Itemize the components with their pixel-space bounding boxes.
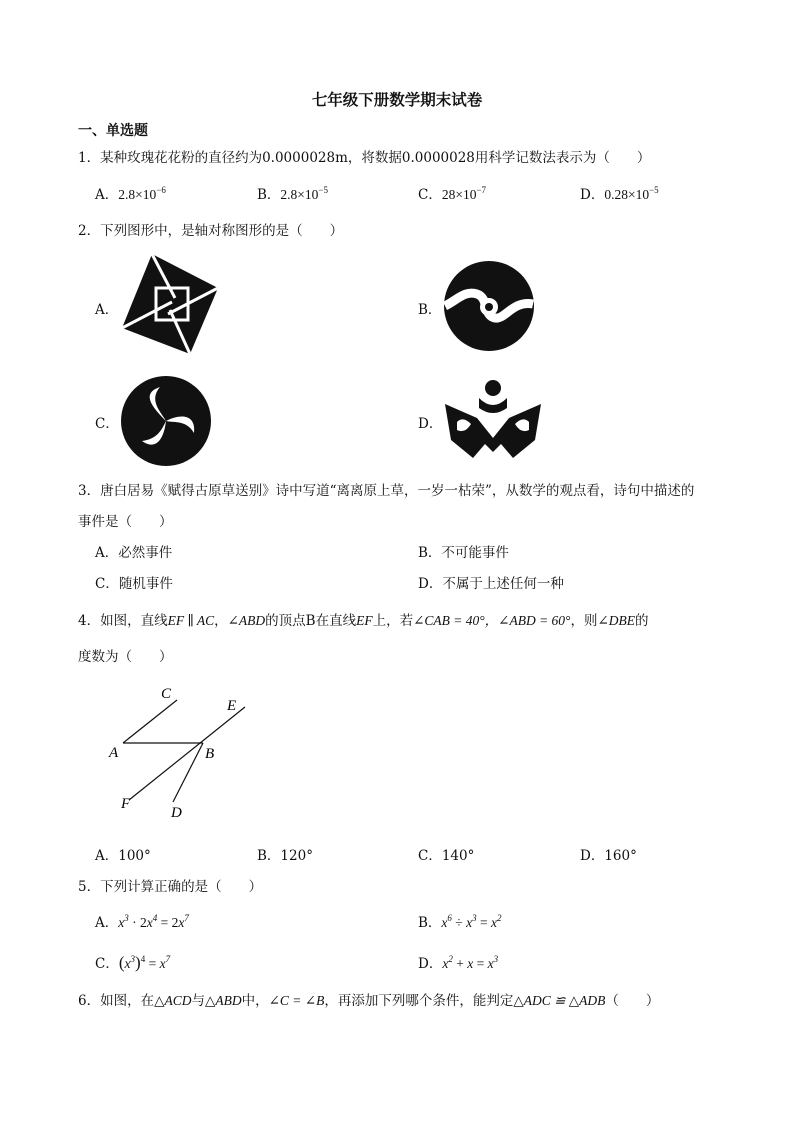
q4-option-d: D．160° (580, 848, 637, 864)
label-a: A (109, 745, 119, 761)
q2-option-c-label: C． (95, 416, 119, 432)
wave-circle-figure (443, 260, 535, 352)
q4-option-a: A．100° (95, 848, 151, 864)
q1-option-d: D．$0.28\times 10^{-5}$ (580, 185, 659, 203)
question-4-stem-line1: 4．如图，直线EF ∥ AC，∠ABD的顶点B在直线EF上，若∠CAB = 40°，∠ABD = 60°，则∠DBE的 (78, 613, 649, 629)
question-1-stem: 1．某种玫瑰花花粉的直径约为0.0000028m，将数据0.0000028用科学记数法表示为（ ） (78, 150, 651, 166)
label-c: C (161, 686, 172, 702)
q5-option-b: B．$x^6 \div x^3 = x^2$ (418, 913, 502, 931)
question-3-stem-line1: 3．唐白居易《赋得古原草送别》诗中写道“离离原上草，一岁一枯荣”，从数学的观点看，诗句中描述的 (78, 483, 695, 499)
label-b: B (205, 746, 215, 762)
label-d: D (171, 805, 182, 821)
q5-option-d: D．$x^2 + x = x^3$ (418, 954, 499, 972)
page-title: 七年级下册数学期末试卷 (311, 91, 483, 109)
q3-option-b: B．不可能事件 (418, 545, 509, 561)
q2-option-b-label: B． (418, 302, 442, 318)
question-2-stem: 2．下列图形中，是轴对称图形的是（ ） (78, 223, 344, 239)
question-6-stem: 6．如图，在△ACD与△ABD中，∠C = ∠B，再添加下列哪个条件，能判定△ADC ≌ △ADB（ ） (78, 993, 660, 1009)
question-3-stem-line2: 事件是（ ） (78, 514, 173, 530)
question-5-stem: 5．下列计算正确的是（ ） (78, 879, 263, 895)
q2-option-d-label: D． (418, 416, 443, 432)
q1-option-a: A．$2.8\times 10^{-6}$ (95, 185, 166, 203)
q3-option-a: A．必然事件 (95, 545, 173, 561)
tomoe-circle-figure (120, 375, 212, 467)
q1-option-b: B．$2.8\times 10^{-5}$ (257, 185, 328, 203)
q1-option-c: C．$28\times 10^{-7}$ (418, 185, 487, 203)
q3-option-d: D．不属于上述任何一种 (418, 576, 564, 592)
label-f: F (121, 796, 131, 812)
question-4-stem-line2: 度数为（ ） (78, 649, 173, 665)
label-e: E (227, 698, 237, 714)
q5-option-a: A．$x^3 \cdot 2x^4 = 2x^7$ (95, 913, 189, 931)
q3-option-c: C．随机事件 (95, 576, 173, 592)
parallel-lines-figure (105, 680, 255, 825)
q2-option-a-label: A． (95, 302, 119, 318)
q5-option-c: C．$(x^3)^4 = x^7$ (95, 953, 171, 972)
q4-option-b: B．120° (257, 848, 313, 864)
pinwheel-square-figure (120, 252, 220, 357)
section-heading: 一、单选题 (78, 123, 148, 139)
ornamental-emblem-figure (443, 378, 543, 460)
q4-option-c: C．140° (418, 848, 475, 864)
